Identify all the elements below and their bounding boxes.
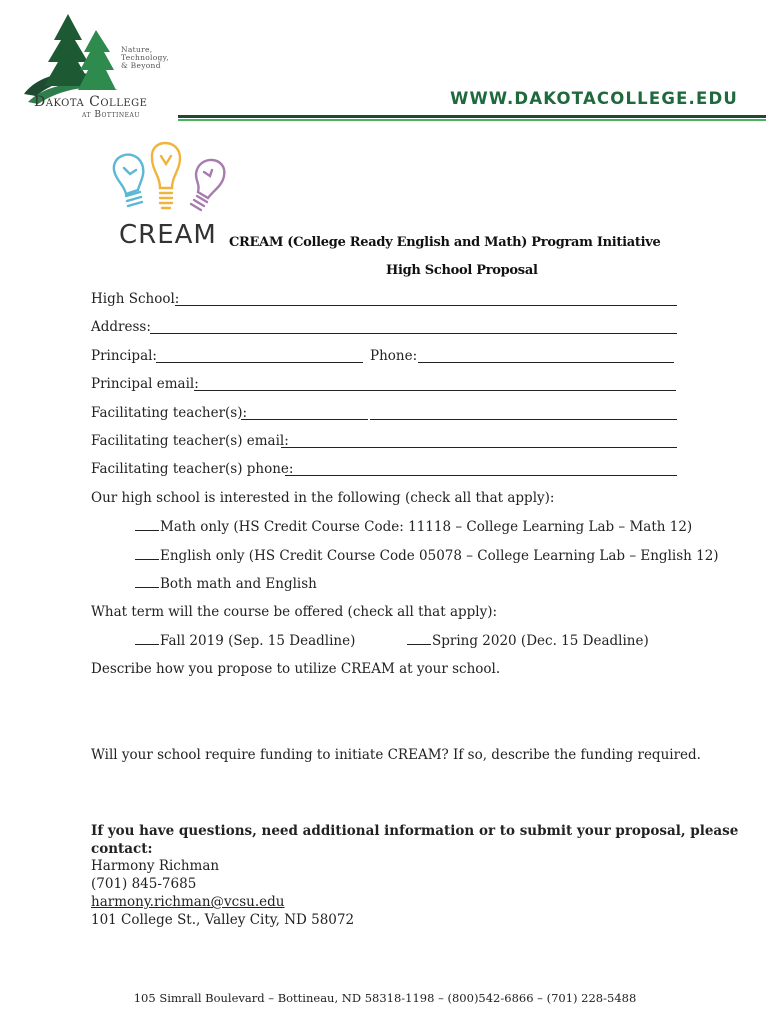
principal-label: Principal: [91,348,157,364]
term-option-label: Fall 2019 (Sep. 15 Deadline) [160,633,356,649]
term-option-label: Spring 2020 (Dec. 15 Deadline) [432,633,649,649]
college-subname: at Bottineau [82,110,140,120]
header-rule-accent [178,119,766,121]
principal-field[interactable] [156,362,363,363]
address-label: Address: [91,319,151,335]
interest-option-english [135,547,719,567]
term-option-fall [135,632,355,652]
phone-field[interactable] [418,362,674,363]
footer-address: 105 Simrall Boulevard – Bottineau, ND 58318-1198 – (800)542-6866 – (701) 228-5488 [133,991,637,1005]
tagline-line: Technology, [121,53,169,62]
high-school-label: High School: [91,291,180,307]
principal-email-label: Principal email: [91,376,199,392]
address-field[interactable] [150,333,677,334]
facilitating-teacher-phone-row [91,461,293,481]
contact-email-link[interactable]: harmony.richman@vcsu.edu [91,894,285,910]
contact-heading-line1: If you have questions, need additional information or to submit your proposal, please [91,823,739,839]
facilitating-teacher-label: Facilitating teacher(s): [91,405,248,421]
cream-logo-text: CREAM [119,220,217,250]
interest-option-label: English only (HS Credit Course Code 05078 – College Learning Lab – English 12) [160,548,719,564]
cream-logo [104,136,234,254]
facilitating-teacher-email-field[interactable] [281,447,677,448]
facilitating-teacher-phone-label: Facilitating teacher(s) phone: [91,461,294,477]
interest-prompt-text: Our high school is interested in the following (check all that apply): [91,490,555,506]
phone-row [370,348,417,368]
facilitating-teacher-email-row [91,433,289,453]
funding-question [91,747,701,767]
interest-option-both [135,575,317,595]
contact-address: 101 College St., Valley City, ND 58072 [91,912,355,928]
spring-checkbox-blank[interactable] [407,632,431,645]
address-row [91,319,151,339]
tagline-line: Nature, [121,45,153,54]
header-rule [178,115,766,118]
dakota-college-logo [18,12,178,122]
high-school-field[interactable] [175,305,677,306]
both-checkbox-blank[interactable] [135,575,159,588]
facilitating-teacher-row [91,405,247,425]
principal-email-row [91,376,199,396]
interest-prompt [91,490,554,510]
interest-option-label: Math only (HS Credit Course Code: 11118 – College Learning Lab – Math 12) [160,519,693,535]
term-option-spring [407,632,649,652]
english-checkbox-blank[interactable] [135,547,159,560]
high-school-row [91,291,179,311]
facilitating-teacher-field-2[interactable] [370,419,677,420]
describe-question-text: Describe how you propose to utilize CREAM at your school. [91,661,501,677]
principal-email-field[interactable] [194,390,676,391]
contact-heading-line2: contact: [91,841,153,857]
contact-phone: (701) 845-7685 [91,876,197,892]
funding-question-text: Will your school require funding to initiate CREAM? If so, describe the funding required. [91,747,701,763]
facilitating-teacher-email-label: Facilitating teacher(s) email: [91,433,289,449]
document-subtitle: High School Proposal [386,263,538,278]
contact-email-row [91,894,284,910]
facilitating-teacher-phone-field[interactable] [285,475,677,476]
interest-option-math [135,518,692,538]
phone-label: Phone: [370,348,418,364]
tagline-line: & Beyond [121,61,161,70]
math-checkbox-blank[interactable] [135,518,159,531]
facilitating-teacher-field-1[interactable] [241,419,368,420]
fall-checkbox-blank[interactable] [135,632,159,645]
term-prompt-text: What term will the course be offered (check all that apply): [91,604,498,620]
contact-name: Harmony Richman [91,858,220,874]
term-prompt [91,604,497,624]
interest-option-label: Both math and English [160,576,317,592]
describe-question [91,661,500,681]
logo-tagline [121,46,169,70]
document-title: CREAM (College Ready English and Math) Program Initiative [229,235,661,250]
principal-row [91,348,157,368]
college-name: Dakota College [34,94,148,110]
website-url: WWW.DAKOTACOLLEGE.EDU [450,89,738,108]
